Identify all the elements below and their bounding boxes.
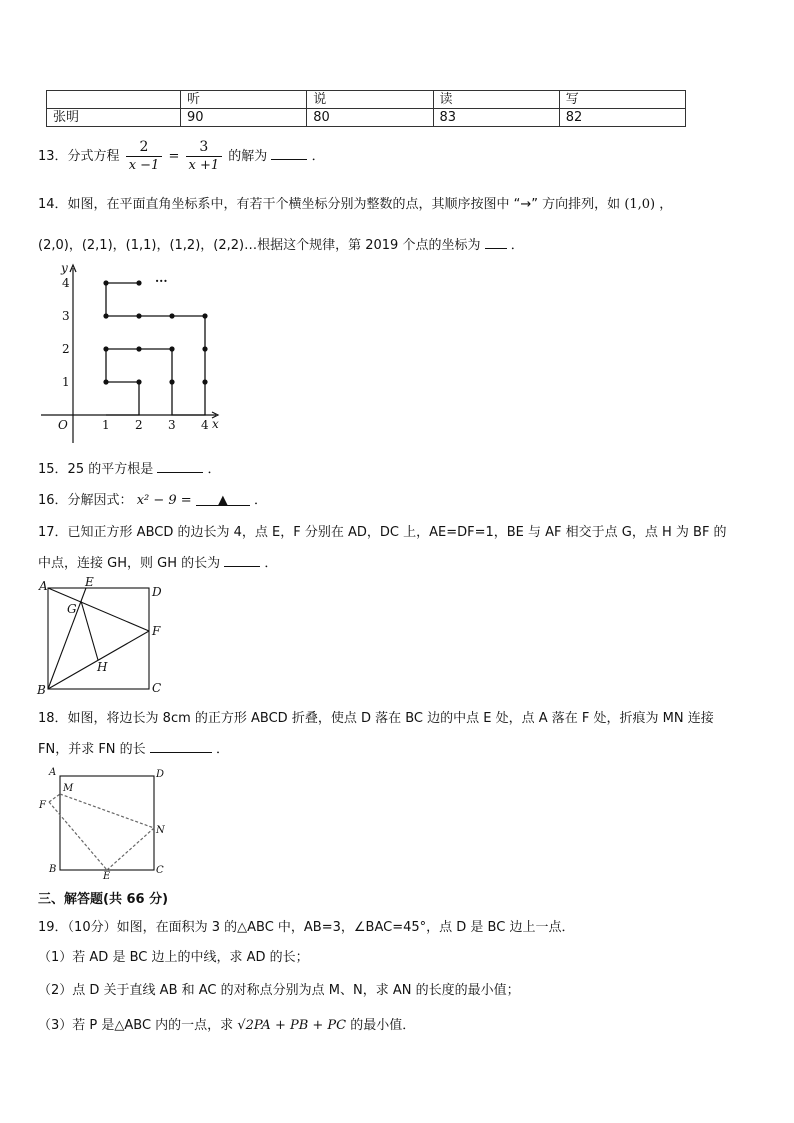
- question-17-line-2: [38, 552, 277, 571]
- q13-end: ．: [311, 149, 325, 164]
- table-cell: 张明: [47, 109, 181, 127]
- q13-fraction-2: [186, 138, 223, 175]
- table-header-row: [47, 91, 686, 109]
- label-e: E: [85, 575, 94, 589]
- label-a: A: [39, 579, 48, 593]
- q18-end: ．: [215, 742, 229, 757]
- q19-p3-expression: √2PA + PB + PC: [237, 1018, 347, 1033]
- q13-frac1-den: x −1: [128, 158, 160, 173]
- segment-en: [107, 828, 154, 870]
- fold-figure-18: [36, 764, 176, 880]
- q13-fraction-1: [126, 138, 163, 175]
- q15-end: ．: [207, 462, 221, 477]
- y-axis-label: y: [61, 261, 68, 275]
- q14-coord: (1,0): [624, 197, 656, 212]
- q18-text-2: FN，并求 FN 的长: [38, 742, 146, 757]
- q16-answer-blank: [196, 493, 250, 506]
- q17-end: ．: [264, 556, 278, 571]
- label-c: C: [152, 681, 162, 695]
- x-axis-label: x: [212, 417, 219, 431]
- question-19-stem: 19．（10分）如图，在面积为 3 的△ABC 中，AB=3，∠BAC=45°，点 D 是 BC 边上一点．: [38, 920, 575, 935]
- label-f: F: [152, 624, 161, 638]
- q18-text-1: 18．如图，将边长为 8cm 的正方形 ABCD 折叠，使点 D 落在 BC 边的中点 E 处，点 A 落在 F 处，折痕为 MN 连接: [38, 711, 714, 726]
- question-13: [38, 138, 325, 175]
- path-points: [103, 280, 207, 384]
- q16-expression: x² − 9 =: [136, 493, 192, 508]
- label-d: D: [156, 769, 165, 780]
- x-tick-label: 4: [201, 418, 209, 432]
- question-17-line-1: [38, 521, 727, 540]
- label-m: M: [63, 783, 74, 794]
- q13-prefix: 13．分式方程: [38, 149, 120, 164]
- question-19-part-2: （2）点 D 关于直线 AB 和 AC 的对称点分别为点 M、N，求 AN 的长度的最小值；: [38, 983, 520, 998]
- question-14-line-2: [38, 234, 524, 253]
- q13-answer-blank: [271, 147, 307, 160]
- question-16: [38, 489, 267, 508]
- y-tick-label: 1: [62, 375, 70, 389]
- q16-text: 16．分解因式：: [38, 493, 133, 508]
- label-g: G: [67, 602, 77, 616]
- table-header-cell: 读: [433, 91, 559, 109]
- label-e: E: [103, 871, 111, 880]
- origin-label: O: [58, 418, 68, 432]
- q14-end-1: ，: [659, 197, 673, 212]
- table-cell: 83: [433, 109, 559, 127]
- label-n: N: [156, 825, 165, 836]
- y-tick-label: 3: [62, 309, 70, 323]
- section-heading: 三、解答题(共 66 分): [38, 892, 169, 907]
- label-f: F: [39, 800, 46, 811]
- q18-answer-blank: [150, 740, 212, 753]
- score-table: [46, 90, 686, 127]
- table-cell: 90: [181, 109, 307, 127]
- q13-frac2-den: x +1: [188, 158, 220, 173]
- q14-answer-blank: [485, 236, 507, 249]
- q17-text-2: 中点，连接 GH，则 GH 的长为: [38, 556, 221, 571]
- q13-equals: =: [168, 149, 180, 164]
- path-lines: [106, 283, 205, 415]
- question-14-line-1: [38, 193, 672, 212]
- square-figure-17: [36, 574, 176, 696]
- q15-text: 15．25 的平方根是: [38, 462, 154, 477]
- table-row: [47, 109, 686, 127]
- label-c: C: [156, 865, 164, 876]
- y-tick-label: 4: [62, 276, 70, 290]
- q14-text-2: (2,0)，(2,1)，(1,1)，(1,2)，(2,2)…根据这个规律，第 2019 个点的坐标为: [38, 238, 481, 253]
- q13-frac1-num: 2: [126, 138, 163, 157]
- table-cell: 80: [307, 109, 433, 127]
- x-tick-label: 3: [168, 418, 176, 432]
- label-a: A: [49, 767, 57, 778]
- question-19-part-3: [38, 1014, 415, 1033]
- table-header-cell: 写: [559, 91, 685, 109]
- segment-fe: [49, 802, 107, 870]
- q15-answer-blank: [157, 460, 203, 473]
- ellipsis-label: ···: [155, 274, 168, 288]
- q13-frac2-num: 3: [186, 138, 223, 157]
- q19-p3-suffix: 的最小值．: [350, 1018, 416, 1033]
- segment-af: [48, 588, 149, 631]
- x-tick-label: 2: [135, 418, 143, 432]
- table-header-cell: 说: [307, 91, 433, 109]
- q13-suffix: 的解为: [228, 149, 268, 164]
- y-tick-label: 2: [62, 342, 70, 356]
- segment-fm: [49, 794, 60, 802]
- q14-end-2: ．: [510, 238, 524, 253]
- q14-text-1: 14．如图，在平面直角坐标系中，有若干个横坐标分别为整数的点，其顺序按图中 “→” 方向排列，如: [38, 197, 621, 212]
- label-h: H: [97, 660, 108, 674]
- question-15: [38, 458, 221, 477]
- label-b: B: [37, 683, 46, 696]
- table-header-cell: [47, 91, 181, 109]
- table-header-cell: 听: [181, 91, 307, 109]
- question-18-line-1: [38, 707, 714, 726]
- coordinate-graph: [36, 258, 236, 448]
- q16-end: ．: [253, 493, 267, 508]
- label-b: B: [49, 864, 57, 875]
- q19-p3-prefix: （3）若 P 是△ABC 内的一点，求: [38, 1018, 234, 1033]
- question-19-part-1: （1）若 AD 是 BC 边上的中线，求 AD 的长；: [38, 950, 309, 965]
- segment-gh: [81, 601, 98, 660]
- x-tick-label: 1: [102, 418, 110, 432]
- label-d: D: [152, 585, 162, 599]
- fold-line-mn: [60, 794, 154, 828]
- q17-answer-blank: [224, 554, 260, 567]
- table-cell: 82: [559, 109, 685, 127]
- q17-text-1: 17．已知正方形 ABCD 的边长为 4，点 E，F 分别在 AD，DC 上，AE=DF=1，BE 与 AF 相交于点 G，点 H 为 BF 的: [38, 525, 727, 540]
- question-18-line-2: [38, 738, 229, 757]
- triangle-icon: ▲: [217, 493, 228, 508]
